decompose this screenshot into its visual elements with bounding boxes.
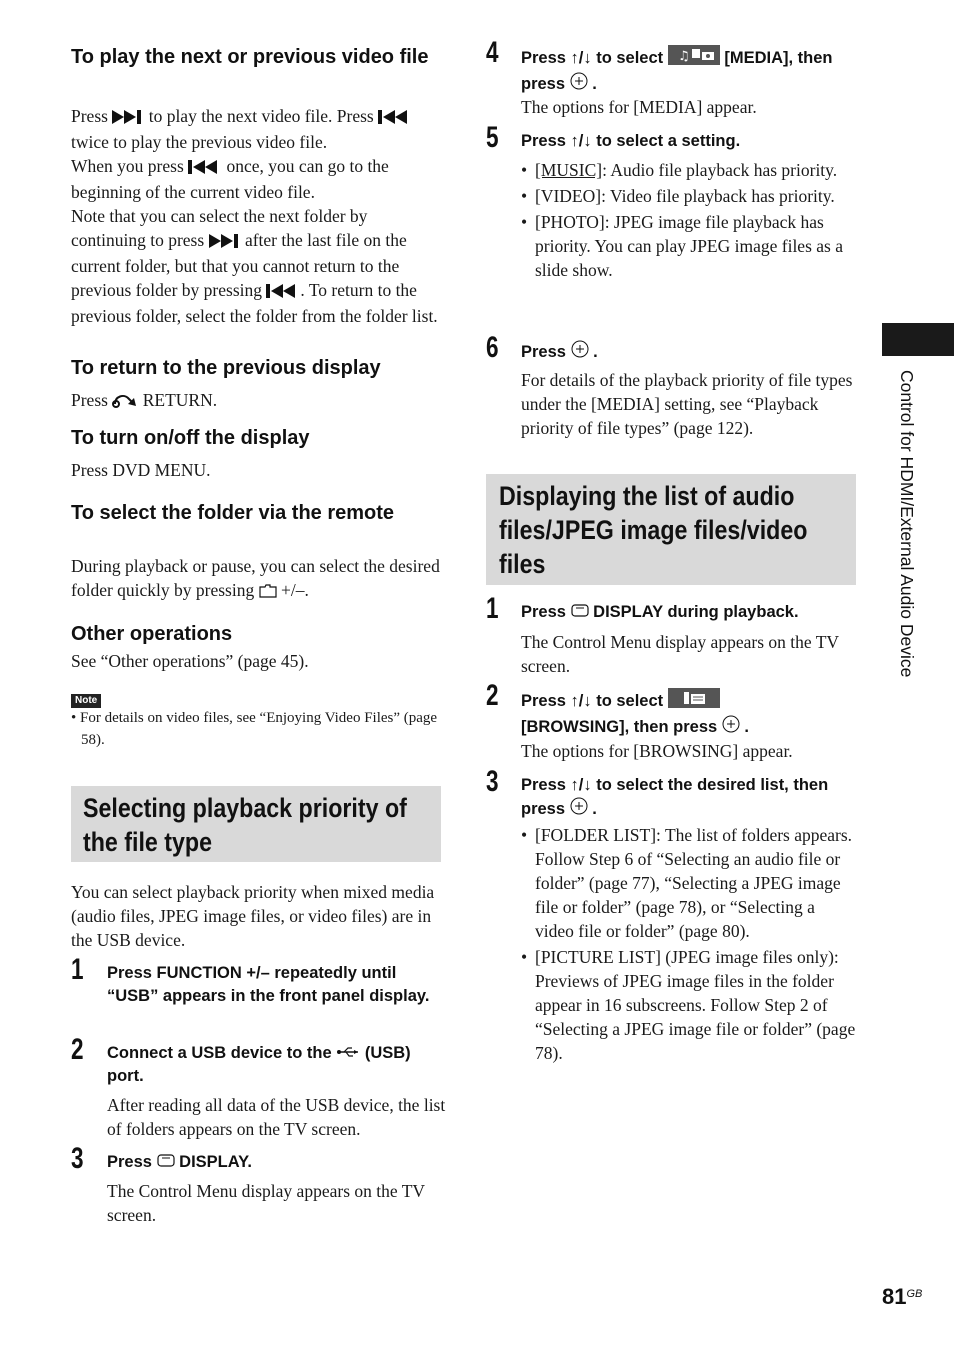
step-options [521,158,857,282]
display-button-icon [157,1151,175,1174]
step-title: Press ↑/↓ to select the desired list, then press . [521,774,841,822]
list-item: • [PHOTO]: JPEG image file playback has priority. You can play JPEG image files as a slide show. [521,210,857,282]
previous-track-icon [378,106,412,130]
step-title: Press FUNCTION +/– repeatedly until “USB” appears in the front panel display. [107,964,430,1005]
step-title: Press . [521,340,861,365]
svg-text:♫: ♫ [677,49,690,64]
para-next-previous: Press to play the next video file. Press twice to play the previous video file. When you press once, you can go to the beginning of the current video file. Note that you can select the next folder by continuing to press after the last file on the current folder, but that you cannot return to the previous folder by pressing . To return to the previous folder, select the folder from the folder list. [71,106,438,326]
list-item: • [MUSIC]: Audio file playback has priority. [521,158,857,182]
step-number: 1 [486,592,499,625]
para-return: Press RETURN. [71,388,217,414]
enter-button-icon [570,72,588,97]
enter-button-icon [722,715,740,740]
para-folder: During playback or pause, you can select the desired folder quickly by pressing +/–. [71,554,441,604]
section-banner-browsing: Displaying the list of audio files/JPEG image files/video files [486,474,856,585]
step-number: 2 [71,1033,84,1066]
browsing-icon [668,688,720,715]
media-icon [668,45,720,72]
section-side-label: Control for HDMI/External Audio Device [897,370,917,678]
enter-button-icon [570,797,588,822]
next-track-icon [112,106,144,130]
folder-icon [259,580,277,604]
intro-priority: You can select playback priority when mixed media (audio files, JPEG image files, or video files) are in the USB device. [71,882,435,950]
heading-other-operations: Other operations [71,623,233,645]
heading-next-previous: To play the next or previous video file [71,46,429,68]
step-title: Connect a USB device to the (USB) port. [107,1044,411,1086]
step-number: 6 [486,331,499,364]
step-number: 3 [71,1142,84,1175]
previous-track-icon [188,156,222,180]
step-title: Press DISPLAY during playback. [521,601,861,624]
list-item: • [PICTURE LIST] (JPEG image files only): Previews of JPEG image files in the folder appear in 16 subscreens. Follow Step 2 of “Selecting a JPEG image file or folder” (page 78). [521,945,857,1065]
step-body: For details of the playback priority of file types under the [MEDIA] setting, see “Playback priority of file types” (page 122). [521,370,853,438]
step-body: The options for [BROWSING] appear. [521,741,793,761]
step-title: Press ↑/↓ to select ♫ [MEDIA], then press . [521,45,861,97]
step-number: 1 [71,953,84,986]
section-tab [882,323,954,356]
step-body: After reading all data of the USB device, the list of folders appears on the TV screen. [107,1095,446,1139]
next-track-icon [209,230,241,254]
previous-track-icon [266,280,300,304]
step-title: Press ↑/↓ to select [BROWSING], then press . [521,688,861,740]
section-banner-priority: Selecting playback priority of the file type [71,786,441,862]
page-number: $81^{GB}$ [882,1284,923,1309]
usb-icon [336,1042,360,1065]
return-icon [112,390,138,414]
heading-folder-remote: To select the folder via the remote [71,502,395,524]
list-item: • [VIDEO]: Video file playback has priority. [521,184,857,208]
para-other: See “Other operations” (page 45). [71,651,309,671]
heading-return-display: To return to the previous display [71,357,381,379]
step-body: The options for [MEDIA] appear. [521,97,757,117]
step-body: The Control Menu display appears on the TV screen. [107,1181,425,1225]
step-number: 2 [486,679,499,712]
step-number: 3 [486,765,499,798]
note-label: Note [71,690,101,708]
step-title: Press DISPLAY. [107,1151,447,1174]
step-number: 5 [486,121,499,154]
enter-button-icon [571,340,589,365]
step-title: Press ↑/↓ to select a setting. [521,132,741,150]
heading-display-toggle: To turn on/off the display [71,427,310,449]
step-number: 4 [486,36,499,69]
step-body: The Control Menu display appears on the TV screen. [521,632,839,676]
step-options [521,823,857,1065]
note-text: • For details on video files, see “Enjoying Video Files” (page 58). [71,710,438,748]
list-item: • [FOLDER LIST]: The list of folders appears. Follow Step 6 of “Selecting an audio file or folder” (page 77), “Selecting a JPEG image file or folder” (page 78), or “Selecting a video file or folder” (page 80). [521,823,857,943]
display-button-icon [571,601,589,624]
para-display: Press DVD MENU. [71,460,211,480]
